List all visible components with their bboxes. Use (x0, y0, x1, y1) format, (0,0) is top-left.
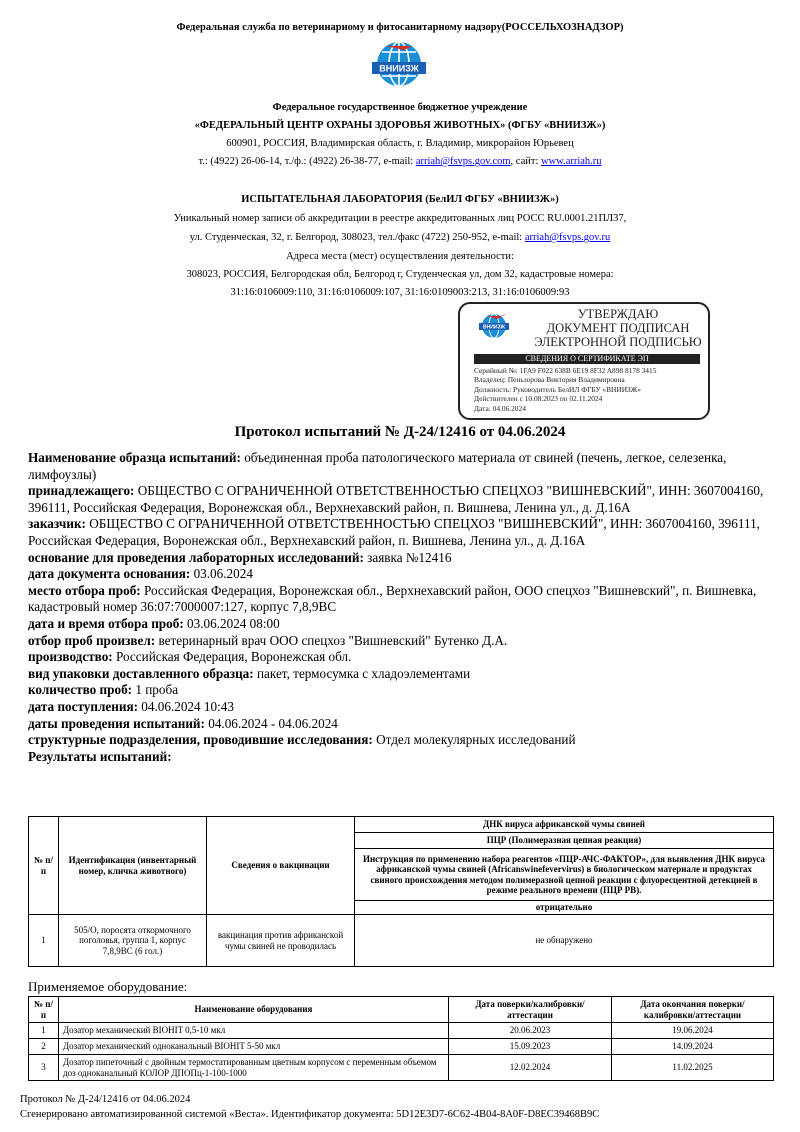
activity-label: Адреса места (мест) осуществления деятельности: (286, 251, 514, 262)
eq-date: 12.02.2024 (449, 1055, 612, 1081)
field-label: отбор проб произвел: (28, 632, 156, 648)
field-value: заявка №12416 (363, 549, 452, 565)
field-label: Наименование образца испытаний: (28, 450, 241, 465)
field-row (28, 732, 776, 749)
lab-address-text: ул. Студенческая, 32, г. Белгород, 308023, тел./факс (4722) 250-952, e-mail: (189, 232, 525, 243)
stamp-approve: УТВЕРЖДАЮ (577, 307, 659, 321)
field-row (28, 682, 776, 699)
stamp-position: Должность: Руководитель БелИЛ ФГБУ «ВНИИЗЖ» (474, 384, 641, 394)
org-address: 600901, РОССИЯ, Владимирская область, г. Владимир, микрорайон Юрьевец (226, 138, 574, 149)
field-row (28, 716, 776, 733)
eq-end: 11.02.2025 (612, 1055, 774, 1081)
eq-num: 2 (29, 1039, 59, 1055)
lab-email-link[interactable]: arriah@fsvps.gov.ru (524, 232, 611, 243)
stamp-logo (476, 312, 512, 342)
field-row (28, 483, 776, 516)
results-table (28, 816, 774, 967)
footer-protocol: Протокол № Д-24/12416 от 04.06.2024 (20, 1094, 191, 1105)
field-value: ОБЩЕСТВО С ОГРАНИЧЕННОЙ ОТВЕТСТВЕННОСТЬЮ СПЕЦХОЗ "ВИШНЕВСКИЙ", ИНН: 3607004160, 396111, Российская Федерация, Воронежская обл., Верхнехавский район, п. Вишнева, Ленина ул., д. Д.16А (28, 516, 760, 548)
email-link[interactable]: arriah@fsvps.gov.com (415, 156, 511, 167)
field-label: принадлежащего: (28, 483, 135, 499)
field-label: дата и время отбора проб: (28, 615, 184, 631)
eq-end: 14.09.2024 (612, 1039, 774, 1055)
activity-address: 308023, РОССИЯ, Белгородская обл, Белгород г, Студенческая ул, дом 32, кадастровые номера: (186, 269, 614, 280)
field-label: дата поступления: (28, 698, 138, 714)
field-row (28, 550, 776, 567)
eq-col-name: Наименование оборудования (59, 997, 449, 1023)
field-value: 03.06.2024 (190, 566, 253, 582)
vniizzh-logo (364, 38, 434, 94)
col-id-header: Идентификация (инвентарный номер, кличка животного) (59, 817, 207, 915)
field-value: 1 проба (132, 682, 179, 698)
stamp-esign: ЭЛЕКТРОННОЙ ПОДПИСЬЮ (534, 335, 702, 349)
indicator-header: ДНК вируса африканской чумы свиней (355, 817, 774, 833)
field-row (28, 633, 776, 650)
field-row (28, 649, 776, 666)
field-value: 03.06.2024 08:00 (183, 615, 280, 631)
stamp-owner: Владелец: Пеньзорова Виктория Владимировна (474, 375, 625, 385)
field-label: вид упаковки доставленного образца: (28, 665, 254, 681)
table-row (29, 915, 774, 967)
site-link[interactable]: www.arriah.ru (541, 156, 602, 167)
equipment-table (28, 996, 774, 1081)
equipment-heading: Применяемое оборудование: (28, 979, 188, 994)
site-prefix: , сайт: (510, 156, 541, 167)
eq-col-end: Дата окончания поверки/калибровки/аттестации (612, 997, 774, 1023)
signature-stamp (458, 302, 710, 420)
field-label: производство: (28, 649, 113, 665)
field-value: 04.06.2024 10:43 (137, 698, 234, 714)
eq-date: 15.09.2023 (449, 1039, 612, 1055)
field-row (28, 616, 776, 633)
field-value: ветеринарный врач ООО спецхоз "Вишневский" Бутенко Д.А. (155, 632, 508, 648)
protocol-title: Протокол испытаний № Д-24/12416 от 04.06.2024 (234, 424, 566, 440)
field-value: объединенная проба патологического материала от свиней (печень, легкое, селезенка, лимфоузлы) (28, 450, 727, 482)
org-type: Федеральное государственное бюджетное учреждение (272, 102, 528, 113)
col-num-header: № п/п (29, 817, 59, 915)
field-row (28, 450, 776, 483)
field-label: структурные подразделения, проводившие исследования: (28, 732, 373, 748)
field-value: ОБЩЕСТВО С ОГРАНИЧЕННОЙ ОТВЕТСТВЕННОСТЬЮ СПЕЦХОЗ "ВИШНЕВСКИЙ", ИНН: 3607004160, 396111, Российская Федерация, Воронежская обл., Верхнехавский район, п. Вишнева, Ленина ул., д. Д.16А (28, 483, 764, 515)
lab-address (0, 232, 800, 243)
instruction-header: Инструкция по применению набора реагентов «ПЦР-АЧС-ФАКТОР», для выявления ДНК вируса африканской чумы свиней (Africanswinefevervirus) в биологическом материале и продуктах свиного происхождения методом полимеразной цепной реакции с флуоресцентной детекцией в режиме реального времени (ПЦР РВ). (355, 849, 774, 901)
eq-end: 19.06.2024 (612, 1023, 774, 1039)
field-label: дата документа основания: (28, 566, 191, 582)
row-vacc: вакцинация против африканской чумы свиней не проводилась (207, 915, 355, 967)
stamp-serial: Серийный №: 1FA9 F022 638B 6E19 8F32 A898 8178 3415 (474, 366, 657, 375)
table-row (29, 1023, 774, 1039)
field-value: пакет, термосумка с хладоэлементами (253, 665, 471, 681)
field-row (28, 666, 776, 683)
field-label: заказчик: (28, 516, 86, 532)
method-header: ПЦР (Полимеразная цепная реакция) (355, 833, 774, 849)
field-row (28, 583, 776, 616)
eq-col-num: № п/п (29, 997, 59, 1023)
sample-fields (28, 450, 776, 765)
stamp-logo-text: ВНИИЗЖ (483, 324, 505, 331)
stamp-cert-info (474, 366, 704, 413)
eq-num: 3 (29, 1055, 59, 1081)
field-row (28, 516, 776, 549)
eq-num: 1 (29, 1023, 59, 1039)
lab-name: ИСПЫТАТЕЛЬНАЯ ЛАБОРАТОРИЯ (БелИЛ ФГБУ «ВНИИЗЖ») (241, 194, 559, 205)
table-row (29, 1039, 774, 1055)
field-value: 04.06.2024 - 04.06.2024 (204, 715, 338, 731)
norm-header: отрицательно (355, 901, 774, 915)
field-label: место отбора проб: (28, 582, 141, 598)
stamp-signed: ДОКУМЕНТ ПОДПИСАН (546, 321, 690, 335)
org-contacts (0, 156, 800, 167)
eq-name: Дозатор механический одноканальный BIOHIT 5-50 мкл (59, 1039, 449, 1055)
stamp-date: Дата: 04.06.2024 (474, 403, 526, 413)
field-value: Российская Федерация, Воронежская обл., Верхнехавский район, ООО спецхоз "Вишневский", п. Вишневка, кадастровый номер 36:07:7000007:127, корпус 7,8,9ВС (28, 582, 757, 615)
eq-name: Дозатор механический BIOHIT 0,5-10 мкл (59, 1023, 449, 1039)
phone-text: т.: (4922) 26-06-14, т./ф.: (4922) 26-38-77, e-mail: (198, 156, 416, 167)
field-label: количество проб: (28, 682, 133, 698)
row-id: 505/О, поросята откормочного поголовья, группа 1, корпус 7,8,9ВС (6 гол.) (59, 915, 207, 967)
agency-name: Федеральная служба по ветеринарному и фитосанитарному надзору(РОССЕЛЬХОЗНАДЗОР) (176, 22, 624, 33)
eq-col-date: Дата поверки/калибровки/аттестации (449, 997, 612, 1023)
footer-generated: Сгенерировано автоматизированной системой «Веста». Идентификатор документа: 5D12E3D7-6C62-4B04-8A0F-D8EC39468B9C (20, 1109, 600, 1120)
accreditation: Уникальный номер записи об аккредитации в реестре аккредитованных лиц РОСС RU.0001.21ПЛ37, (173, 213, 627, 224)
field-value: Отдел молекулярных исследований (372, 732, 576, 748)
table-row (29, 1055, 774, 1081)
field-row (28, 566, 776, 583)
field-label: даты проведения испытаний: (28, 715, 205, 731)
field-row (28, 699, 776, 716)
row-result: не обнаружено (355, 915, 774, 967)
stamp-valid: Действителен с 10.08.2023 по 02.11.2024 (474, 394, 603, 404)
logo-text: ВНИИЗЖ (379, 63, 419, 74)
org-name: «ФЕДЕРАЛЬНЫЙ ЦЕНТР ОХРАНЫ ЗДОРОВЬЯ ЖИВОТНЫХ» (ФГБУ «ВНИИЗЖ») (194, 120, 606, 131)
col-vacc-header: Сведения о вакцинации (207, 817, 355, 915)
field-value: Российская Федерация, Воронежская обл. (112, 649, 352, 665)
field-label: основание для проведения лабораторных исследований: (28, 549, 364, 565)
row-num: 1 (29, 915, 59, 967)
cadastral-numbers: 31:16:0106009:110, 31:16:0106009:107, 31:16:0109003:213, 31:16:0106009:93 (230, 287, 570, 298)
results-heading: Результаты испытаний: (28, 748, 172, 764)
eq-date: 20.06.2023 (449, 1023, 612, 1039)
eq-name: Дозатор пипеточный с двойным термостатированным цветным корпусом с переменным объемом доз одноканальный КОЛОР ДПОПц-1-100-1000 (59, 1055, 449, 1081)
stamp-cert-bar: СВЕДЕНИЯ О СЕРТИФИКАТЕ ЭП (474, 354, 700, 364)
